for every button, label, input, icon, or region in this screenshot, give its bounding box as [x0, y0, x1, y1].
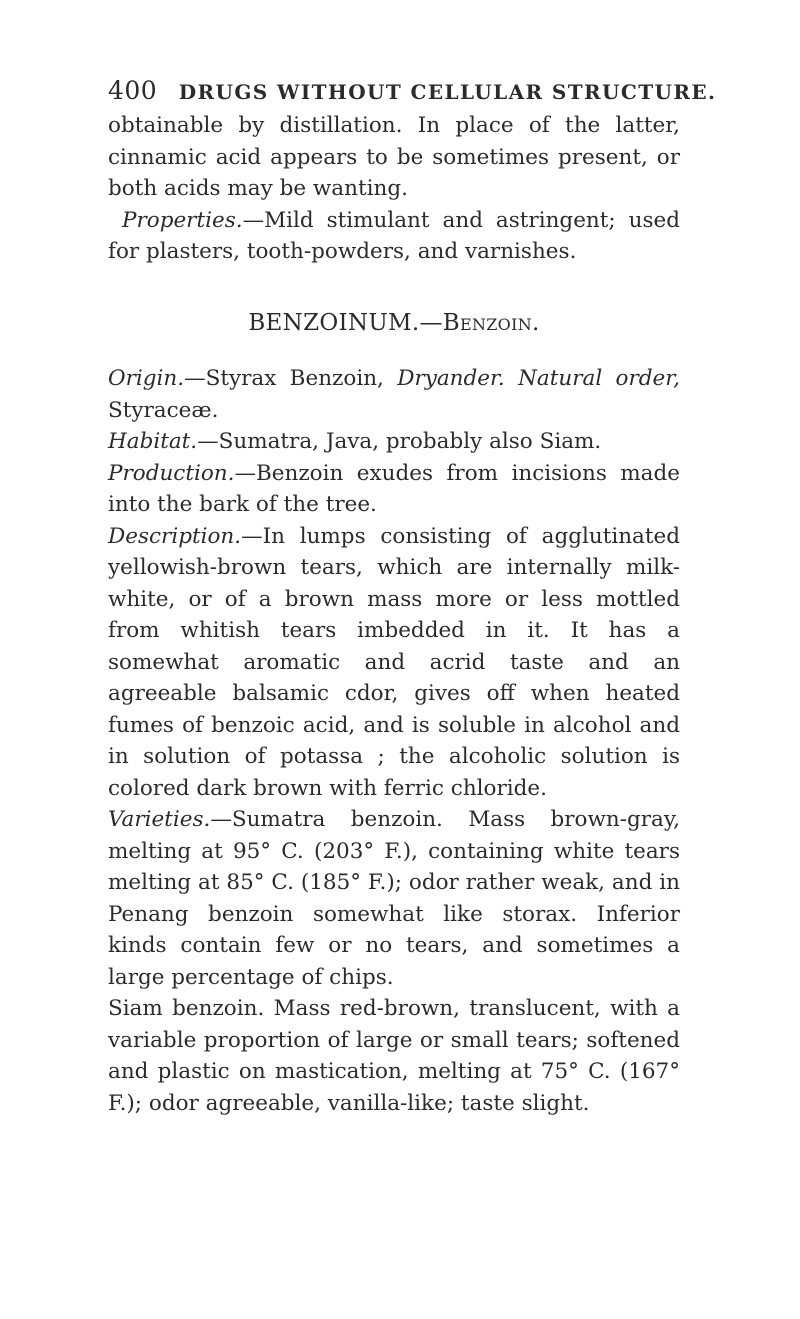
properties-label: Properties.: [122, 207, 243, 233]
natural-order-text: Styraceæ.: [108, 397, 219, 423]
running-header: [108, 76, 717, 105]
siam-paragraph: Siam benzoin. Mass red-brown, translucent, with a variable proportion of large or small tears; softened and plastic on mastication, melting at 75° C. (167° F.); odor agreeable, vanilla-like; taste slight.: [108, 996, 680, 1116]
production-paragraph: [108, 458, 680, 521]
intro-paragraph: obtainable by distillation. In place of the latter, cinnamic acid appears to be sometimes present, or both acids may be wanting.: [108, 113, 680, 201]
section-title-english: Benzoin.: [442, 310, 540, 336]
varieties-label: Varieties.: [108, 807, 211, 832]
benzoin-entries: [108, 363, 680, 1119]
section-title-dash: —: [419, 310, 443, 336]
natural-order-label: Natural order,: [518, 366, 680, 391]
habitat-text: —Sumatra, Java, probably also Siam.: [197, 429, 602, 454]
origin-author: Dryander.: [397, 366, 505, 391]
production-label: Production.: [108, 460, 235, 486]
production-text: —Benzoin exudes from incisions made into the bark of the tree.: [108, 460, 680, 517]
origin-label: Origin.: [108, 366, 185, 391]
description-label: Description.: [108, 523, 242, 549]
origin-paragraph: [108, 363, 680, 426]
page-number: 400: [108, 76, 158, 105]
origin-text: —Styrax Benzoin,: [184, 366, 398, 391]
varieties-paragraph: [108, 804, 680, 993]
habitat-paragraph: [108, 426, 680, 458]
section-heading: [108, 310, 680, 336]
properties-text: —Mild stimulant and astringent; used for plasters, tooth-powders, and varnishes.: [108, 207, 680, 264]
description-text: —In lumps consisting of agglutinated yellowish-brown tears, which are internally milk-white, or of a brown mass more or less mottled from whitish tears imbedded in it. It has a somewhat aromatic and acrid taste and an agreeable balsamic cdor, gives off when heated fumes of benzoic acid, and is soluble in alcohol and in solution of potassa ; the alcoholic solution is colored dark brown with ferric chloride.: [108, 523, 680, 801]
intro-block: [108, 110, 680, 268]
properties-paragraph: [108, 205, 680, 268]
origin-space: [505, 366, 518, 391]
chapter-title: DRUGS WITHOUT CELLULAR STRUCTURE.: [178, 80, 717, 104]
description-paragraph: [108, 521, 680, 805]
varieties-text: —Sumatra benzoin. Mass brown-gray, melting at 95° C. (203° F.), containing white tears melting at 85° C. (185° F.); odor rather weak, and in Penang benzoin somewhat like storax. Inferior kinds contain few or no tears, and sometimes a large percentage of chips.: [108, 807, 680, 990]
section-title-latin: BENZOINUM.: [248, 310, 420, 336]
habitat-label: Habitat.: [108, 429, 198, 454]
